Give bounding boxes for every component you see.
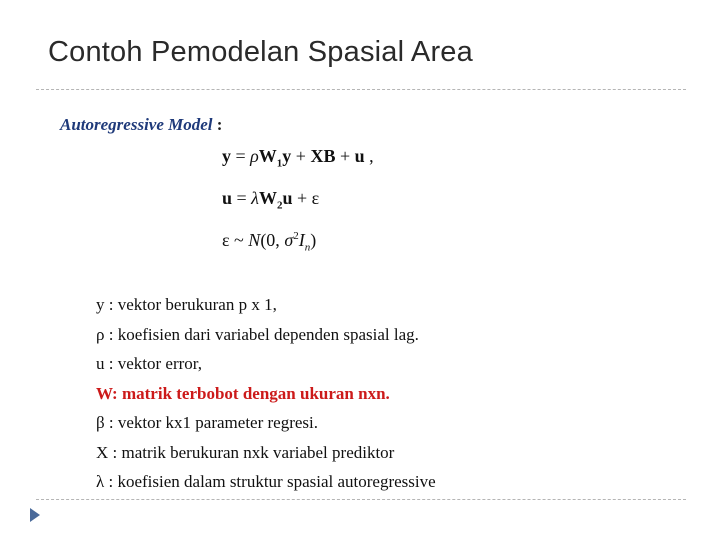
footer-divider <box>36 499 686 500</box>
slide-title: Contoh Pemodelan Spasial Area <box>48 36 473 68</box>
model-subtitle <box>60 115 222 135</box>
definition-beta: β : vektor kx1 parameter regresi. <box>96 413 319 432</box>
title-divider <box>36 89 686 90</box>
definition-w: W: matrik terbobot dengan ukuran nxn. <box>96 383 390 403</box>
subtitle-colon: : <box>212 115 223 134</box>
triangle-right-icon[interactable] <box>30 508 40 522</box>
equation-epsilon: ε ~ N(0, $\sigma^2I_n$) <box>222 230 317 254</box>
definition-rho: ρ : koefisien dari variabel dependen spasial lag. <box>96 324 419 344</box>
definition-lambda: λ : koefisien dalam struktur spasial autoregressive <box>96 472 436 491</box>
definition-y: y : vektor berukuran p x 1, <box>96 295 277 314</box>
equation-y: $y = \rho W_1y$ + XB + u , <box>222 146 374 170</box>
model-name: Autoregressive Model <box>60 115 213 134</box>
equation-u: $u = \lambda W_2u + \varepsilon$ <box>222 188 320 212</box>
definition-list <box>96 290 436 497</box>
definition-x: X : matrik berukuran nxk variabel prediktor <box>96 442 395 462</box>
definition-u: u : vektor error, <box>96 354 203 373</box>
